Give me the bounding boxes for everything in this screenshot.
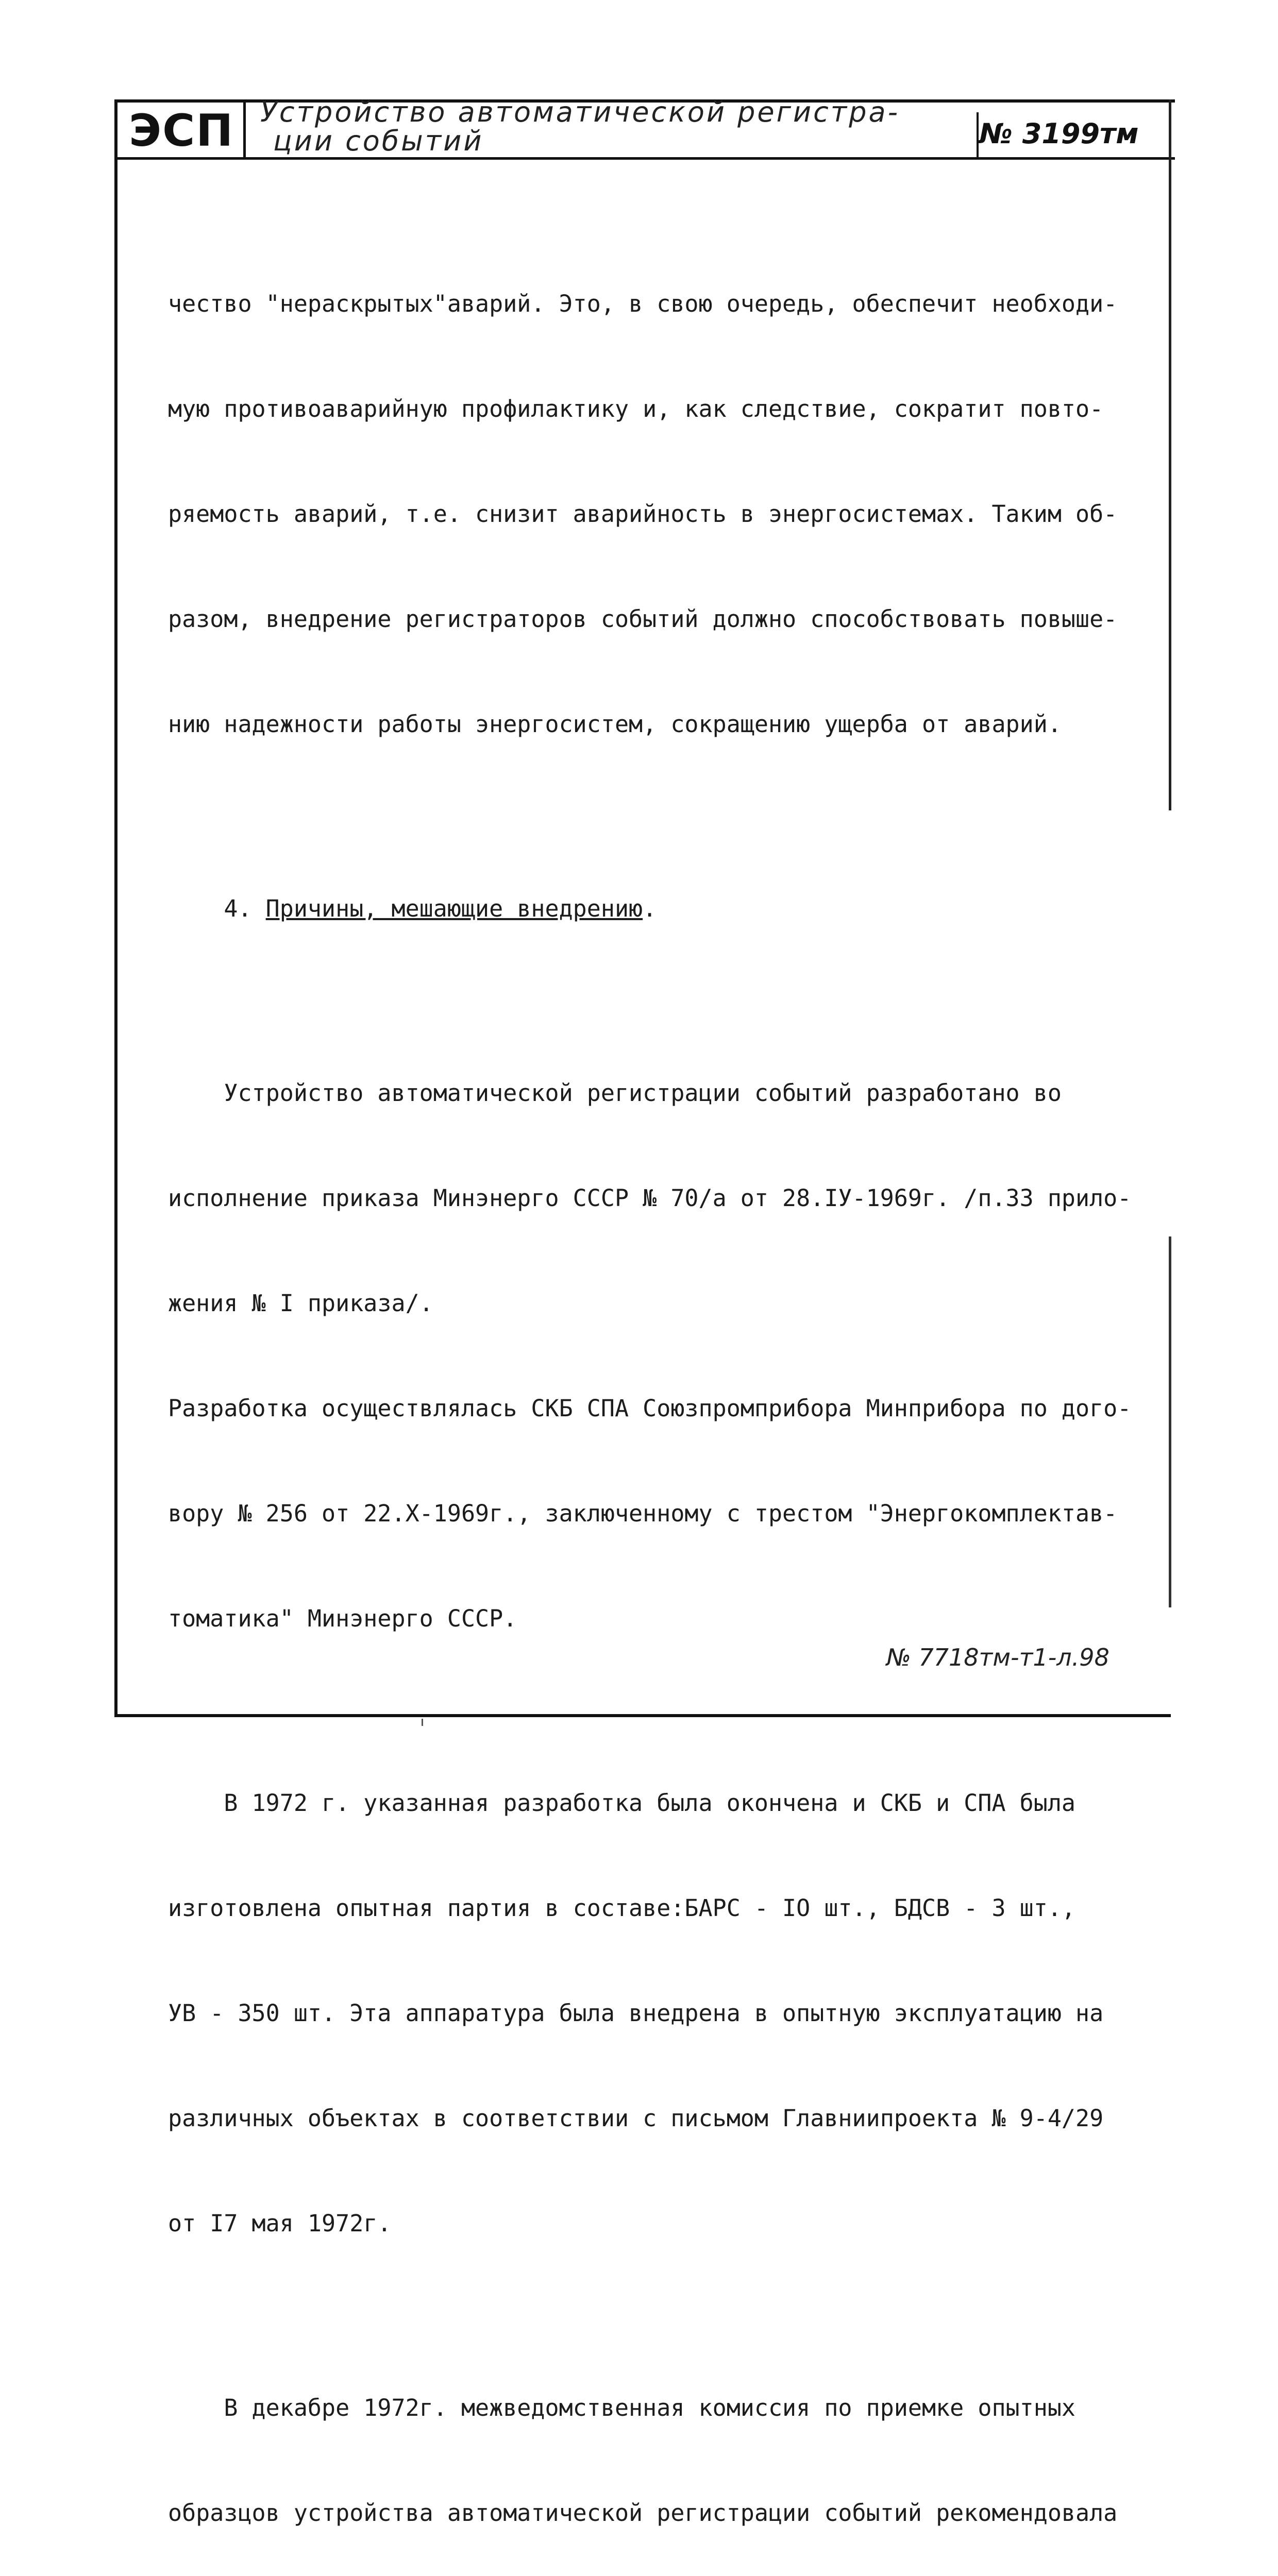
text-line: УВ - 350 шт. Эта аппаратура была внедрена в опытную эксплуатацию на xyxy=(168,1999,1104,2027)
handwritten-reference: № 7718тм-т1-л.98 xyxy=(886,1643,1109,1671)
text-line: В декабре 1972г. межведомственная комиссия по приемке опытных xyxy=(168,2394,1075,2421)
header-divider-left xyxy=(243,99,246,160)
header-title-line2: ции событий xyxy=(273,125,484,157)
section-number: 4. xyxy=(224,895,252,922)
text-line: разом, внедрение регистраторов событий должно способствовать повыше- xyxy=(168,605,1118,633)
document-number: № 3199тм xyxy=(979,117,1139,150)
document-body xyxy=(168,216,1170,2576)
header-code: ЭСП xyxy=(129,105,234,157)
text-line: Устройство автоматической регистрации событий разработано во xyxy=(168,1079,1062,1107)
section-period: . xyxy=(643,895,657,922)
text-line: вору № 256 от 22.Х-1969г., заключенному с трестом "Энергокомплектав- xyxy=(168,1500,1118,1527)
text-line: Разработка осуществлялась СКБ СПА Союзпромприбора Минприбора по дого- xyxy=(168,1395,1132,1422)
section-title: Причины, мешающие внедрению xyxy=(265,895,643,922)
text-line: образцов устройства автоматической регистрации событий рекомендовала xyxy=(168,2499,1118,2527)
text-line: от I7 мая 1972г. xyxy=(168,2210,392,2237)
text-line: чество "нераскрытых"аварий. Это, в свою очередь, обеспечит необходи- xyxy=(168,290,1118,317)
header-title xyxy=(260,98,982,156)
text-line: томатика" Минэнерго СССР. xyxy=(168,1605,517,1632)
scan-mark xyxy=(422,1719,423,1726)
text-line: В 1972 г. указанная разработка была окончена и СКБ и СПА была xyxy=(168,1789,1075,1817)
frame-left-line xyxy=(114,99,117,1717)
text-line: жения № I приказа/. xyxy=(168,1290,433,1317)
header-title-line1: Устройство автоматической регистра- xyxy=(260,96,900,128)
text-line: ряемость аварий, т.е. снизит аварийность в энергосистемах. Таким об- xyxy=(168,500,1118,528)
header-bottom-line xyxy=(114,157,1175,160)
text-line: нию надежности работы энергосистем, сокращению ущерба от аварий. xyxy=(168,710,1062,738)
text-line: исполнение приказа Минэнерго СССР № 70/а от 28.IУ-1969г. /п.33 прило- xyxy=(168,1184,1132,1212)
text-line: изготовлена опытная партия в составе:БАРС - IO шт., БДСВ - 3 шт., xyxy=(168,1894,1075,1922)
text-line: различных объектах в соответствии с письмом Главниипроекта № 9-4/29 xyxy=(168,2105,1104,2132)
text-line: мую противоаварийную профилактику и, как следствие, сократит повто- xyxy=(168,395,1104,422)
section-heading xyxy=(168,891,1170,926)
